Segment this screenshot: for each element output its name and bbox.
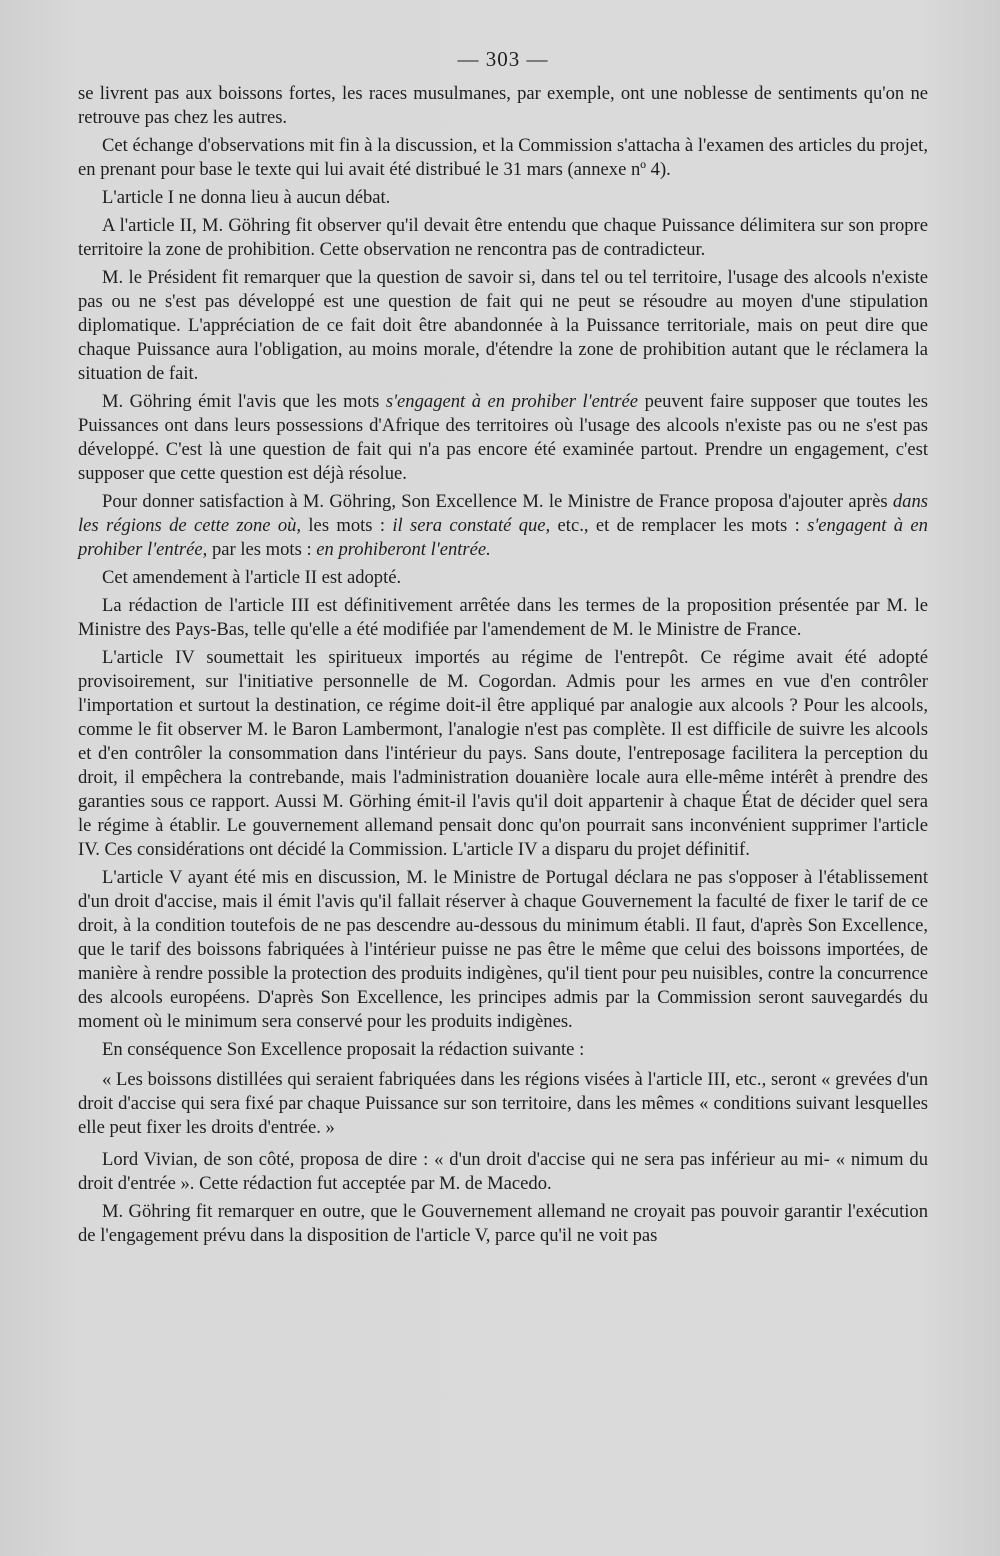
paragraph-2: L'article I ne donna lieu à aucun débat. (102, 187, 391, 208)
paragraph-9: L'article IV soumettait les spiritueux importés au régime de l'entrepôt. Ce régime avait été adopté provisoirement, sur l'initiative personnelle de M. Cogordan. Admis pour les armes en vue d'en contrôler l'importation et surtout la destination, ce régime doit-il être appliqué par analogie aux alcools ? Pour les alcools, comme le fit observer M. le Baron Lambermont, l'analogie n'est pas complète. Il est difficile de suivre les alcools et d'en contrôler la consommation dans l'intérieur du pays. Sans doute, l'entreposage facilitera la perception du droit, il empêchera la contrebande, mais l'administration douanière locale aura elle-même intérêt à prendre des garanties sous ce rapport. Aussi M. Görhing émit-il l'avis qu'il doit appartenir à chaque État de décider quel sera le régime à établir. Le gouvernement allemand pensait donc qu'on pourrait sans inconvénient supprimer l'article IV. Ces considérations ont décidé la Commission. L'article IV a disparu du projet définitif. (78, 647, 928, 860)
paragraph-6-text-1: Pour donner satisfaction à M. Göhring, Son Excellence M. le Ministre de France proposa d'ajouter après (102, 491, 893, 512)
paragraph-6-italic-2: il sera constaté que, (392, 515, 551, 536)
paragraph-1: Cet échange d'observations mit fin à la discussion, et la Commission s'attacha à l'examen des articles du projet, en prenant pour base le texte qui lui avait été distribué le 31 mars (annexe nº 4). (78, 135, 928, 180)
paragraph-8: La rédaction de l'article III est définitivement arrêtée dans les termes de la proposition présentée par M. le Ministre des Pays-Bas, telle qu'elle a été modifiée par l'amendement de M. le Ministre de France. (78, 595, 928, 640)
paragraph-5-text-after: peuvent faire supposer que toutes les Puissances ont dans leurs possessions d'Afrique des territoires où l'usage des alcools n'existe pas ou ne s'est pas développé. C'est là une question de fait qui n'a pas encore été examinée partout. Prendre un engagement, c'est supposer que cette question est déjà résolue. (78, 391, 929, 484)
paragraph-13: Lord Vivian, de son côté, proposa de dire : « d'un droit d'accise qui ne sera pas inférieur au mi- « nimum du droit d'entrée ». Cette rédaction fut acceptée par M. de Macedo. (78, 1149, 928, 1194)
paragraph-6-italic-1: dans les régions de cette zone où, (78, 491, 928, 536)
paragraph-11: En conséquence Son Excellence proposait la rédaction suivante : (102, 1039, 585, 1060)
paragraph-6-text-3: etc., et de remplacer les mots : (550, 515, 808, 536)
quoted-proposal: « Les boissons distillées qui seraient fabriquées dans les régions visées à l'article III, etc., seront « grevées d'un droit d'accise qui sera fixé par chaque Puissance sur son territoire, dans les mêmes « conditions suivant lesquelles elle peut fixer les droits d'entrée. » (78, 1069, 928, 1138)
paragraph-3: A l'article II, M. Göhring fit observer qu'il devait être entendu que chaque Puissance délimitera sur son propre territoire la zone de prohibition. Cette observation ne rencontra pas de contradicteur. (78, 215, 928, 260)
paragraph-6 (78, 490, 928, 562)
paragraph-6-text-4: par les mots : (207, 539, 317, 560)
paragraph-7: Cet amendement à l'article II est adopté. (102, 567, 402, 588)
paragraph-14: M. Göhring fit remarquer en outre, que le Gouvernement allemand ne croyait pas pouvoir garantir l'exécution de l'engagement prévu dans la disposition de l'article V, parce qu'il ne voit pas (78, 1201, 928, 1246)
paragraph-6-italic-4: en prohiberont l'entrée. (316, 539, 491, 560)
paragraph-5-text: M. Göhring émit l'avis que les mots (102, 391, 386, 412)
paragraph-0: se livrent pas aux boissons fortes, les races musulmanes, par exemple, ont une noblesse de sentiments qu'on ne retrouve pas chez les autres. (78, 83, 928, 128)
paragraph-4: M. le Président fit remarquer que la question de savoir si, dans tel ou tel territoire, l'usage des alcools n'existe pas ou ne s'est pas développé est une question de fait qui ne peut se résoudre au moyen d'une stipulation diplomatique. L'appréciation de ce fait doit être abandonnée à la Puissance territoriale, mais on peut dire que chaque Puissance aura l'obligation, au moins morale, d'étendre la zone de prohibition autant que le réclamera la situation de fait. (78, 267, 928, 384)
page-number: — 303 — (457, 47, 549, 71)
paragraph-5-italic: s'engagent à en prohiber l'entrée (385, 391, 639, 412)
body-text (78, 82, 928, 1248)
paragraph-6-text-2: les mots : (301, 515, 393, 536)
paragraph-10: L'article V ayant été mis en discussion, M. le Ministre de Portugal déclara ne pas s'opposer à l'établissement d'un droit d'accise, mais il émit l'avis qu'il fallait réserver à chaque Gouvernement la faculté de fixer le tarif de ce droit, à la condition toutefois de ne pas descendre au-dessous du minimum établi. Il faut, d'après Son Excellence, que le tarif des boissons fabriquées à l'intérieur puisse ne pas être le même que celui des boissons importées, de manière à rendre possible la protection des produits indigènes, qu'il tient pour peu nuisibles, contre la concurrence des alcools européens. D'après Son Excellence, les principes admis par la Commission seront sauvegardés du moment où le minimum sera conservé pour les produits indigènes. (78, 867, 928, 1032)
paragraph-5 (78, 390, 928, 486)
paragraph-6-italic-3: s'engagent à en prohiber l'entrée, (78, 515, 928, 560)
